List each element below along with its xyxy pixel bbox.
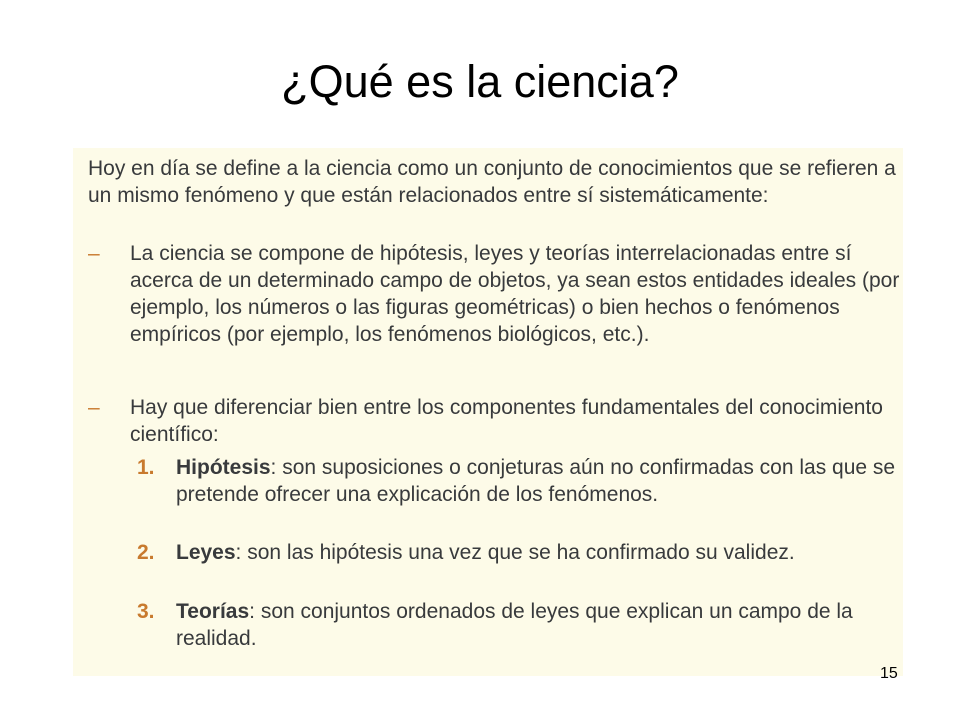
numbered-item-text — [176, 598, 896, 652]
term-label: Hipótesis — [176, 456, 271, 479]
page-number: 15 — [880, 665, 898, 682]
term-definition: : son suposiciones o conjeturas aún no confirmadas con las que se pretende ofrecer una explicación de los fenómenos. — [176, 456, 896, 506]
numbered-item-text — [176, 539, 896, 566]
intro-paragraph: Hoy en día se define a la ciencia como un conjunto de conocimientos que se refieren a un mismo fenómeno y que están relacionados entre sí sistemáticamente: — [88, 157, 896, 207]
term-definition: : son conjuntos ordenados de leyes que explican un campo de la realidad. — [176, 600, 853, 650]
bullet-text: Hay que diferenciar bien entre los componentes fundamentales del conocimiento científico: — [130, 396, 883, 446]
number-marker: 1. — [137, 456, 155, 479]
numbered-item-text — [176, 454, 896, 508]
number-marker: 2. — [137, 541, 155, 564]
bullet-text: La ciencia se compone de hipótesis, leyes y teorías interrelacionadas entre sí acerca de un determinado campo de objetos, ya sean estos entidades ideales (por ejemplo, los números o las figuras geométricas) o bien hechos o fenómenos empíricos (por ejemplo, los fenómenos biológicos, etc.). — [130, 242, 900, 346]
slide-title: ¿Qué es la ciencia? — [281, 56, 679, 107]
term-label: Leyes — [176, 541, 236, 564]
content-box — [73, 148, 903, 676]
number-marker: 3. — [137, 600, 155, 623]
dash-marker: – — [88, 396, 100, 419]
term-definition: : son las hipótesis una vez que se ha confirmado su validez. — [235, 541, 795, 564]
term-label: Teorías — [176, 600, 250, 623]
dash-marker: – — [88, 242, 100, 265]
